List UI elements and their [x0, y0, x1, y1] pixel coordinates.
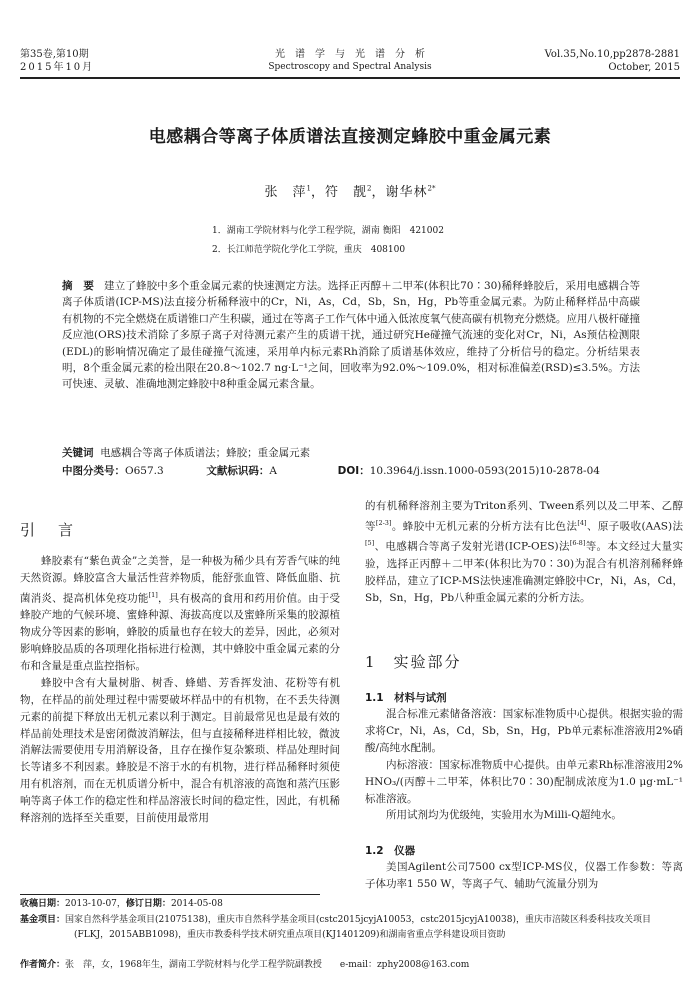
revised-label: 修订日期： — [125, 899, 171, 909]
volume-label: 第35卷,第10期 — [20, 49, 89, 60]
affiliation-1: 1．湖南工学院材料与化学工程学院，湖南 衡阳 421002 — [212, 226, 444, 236]
ref-4[interactable]: [4] — [577, 518, 587, 527]
experimental-heading: 1 实验部分 — [365, 653, 462, 671]
materials-paragraph-1: 混合标准元素储备溶液：国家标准物质中心提供。根据实验的需求将Cr，Ni，As，Cd，Sb，Sn，Hg，Pb单元素标准溶液用2%硝酸/高纯水配制。 — [365, 708, 683, 754]
author-2: 符 靓 — [325, 185, 368, 200]
footnote-rule — [20, 894, 320, 895]
author-bio — [20, 958, 682, 973]
intro-p1-text-a: 蜂胶素有“紫色黄金”之美誉，是一种极为稀少具有芳香气味的纯天然资源。蜂胶富含大量活性营养物质，能舒张血管、降低血脂、抗菌消炎、提高机体免疫功能 — [20, 555, 340, 605]
funding-text: 国家自然科学基金项目(21075138)，重庆市自然科学基金项目(cstc2015jcyjA10053，cstc2015jcyjA10038)，重庆市涪陵区科委科技攻关项目(FLKJ，2015ABB1098)，重庆市教委科学技术研究重点项目(KJ1401209)和湖南省重点学科建设项目资助 — [65, 915, 651, 940]
abstract-text: 建立了蜂胶中多个重金属元素的快速测定方法。选择正丙醇＋二甲苯(体积比70∶30)稀释蜂胶后，采用电感耦合等离子体质谱(ICP-MS)法直接分析稀释液中的Cr，Ni，As，Cd，Sb，Sn，Hg，Pb等重金属元素。为防止稀释样品中高碳有机物的不完全燃烧在质谱锥口产生积碳，通过在等离子工作气体中通入低浓度氧气使高碳有机物充分燃烧。应用八极杆碰撞反应池(ORS)技术消除了多原子离子对待测元素产生的质谱干扰，通过研究He碰撞气流速的变化对Cr，Ni，As预估检测限(EDL)的影响情况确定了最佳碰撞气流速，采用单内标元素Rh消除了质谱基体效应，维持了分析信号的稳定。分析结果表明，8个重金属元素的检出限在20.8～102.7 ng·L⁻¹之间，回收率为92.0%～109.0%，相对标准偏差(RSD)≤3.5%。方法可快速、灵敏、准确地测定蜂胶中8种重金属元素含量。 — [62, 280, 641, 391]
date-label: 2015年10月 — [20, 62, 95, 73]
author-3-affiliation: 2* — [427, 184, 436, 193]
left-column — [20, 553, 340, 827]
doc-code-label: 文献标识码： — [206, 465, 270, 477]
intro-continuation — [365, 498, 683, 606]
volume-issue — [20, 48, 94, 74]
funding-note — [20, 913, 682, 942]
author-list: 张 萍$^1$，符 靓$^2$，谢华林$^{2*}$ — [264, 184, 436, 200]
keywords-label: 关键词 — [62, 447, 94, 459]
author-1: 张 萍 — [264, 185, 307, 200]
revised-value: 2014-05-08 — [170, 899, 223, 909]
journal-name — [200, 48, 500, 74]
author-bio-label: 作者简介： — [20, 960, 66, 970]
intro-paragraph-1 — [20, 553, 340, 675]
doi-label: DOI： — [337, 465, 370, 477]
ref-1[interactable]: [1] — [148, 590, 158, 599]
abstract-label: 摘 要 — [62, 280, 94, 292]
intro-paragraph-2: 蜂胶中含有大量树脂、树香、蜂蜡、芳香挥发油、花粉等有机物，在样品的前处理过程中需要破坏样品中的有机物，在不丢失待测元素的前提下释放出无机元素以利于测定。目前最常见也是最有效的样品前处理技术是密闭微波消解法，但与直接稀释进样相比较，微波消解法需要使用专用消解设备，且存在操作复杂繁琐、样品处理时间长等诸多不利因素。蜂胶是不溶于水的有机物，进行样品稀释时须使用有机溶剂，而在无机质谱分析中，混合有机溶液的高饱和蒸汽压影响等离子体工作的稳定性和样品溶液长时间的稳定性，因此，有机稀释溶剂的选择至关重要，目前使用最常用 — [20, 676, 340, 825]
ref-2-3[interactable]: [2-3] — [375, 518, 392, 527]
received-dates — [20, 897, 682, 912]
intro-cont-c: 、原子吸收(AAS)法 — [586, 520, 684, 533]
keywords-text: 电感耦合等离子体质谱法；蜂胶；重金属元素 — [100, 447, 311, 459]
ref-5[interactable]: [5] — [365, 539, 375, 548]
abstract — [62, 278, 640, 393]
ref-6-8[interactable]: [6-8] — [569, 539, 586, 548]
received-value: 2013-10-07， — [65, 899, 126, 909]
author-bio-text: 张 萍，女，1968年生，湖南工学院材料与化学工程学院副教授 e-mail：zphy2008@163.com — [65, 960, 470, 970]
citation-info — [545, 48, 680, 74]
classification-line — [62, 464, 640, 478]
instruments-heading: 1.2 仪器 — [365, 845, 416, 857]
intro-cont-b: 。蜂胶中无机元素的分析方法有比色法 — [391, 520, 578, 533]
materials-paragraph-3: 所用试剂均为优级纯，实验用水为Milli-Q超纯水。 — [386, 809, 622, 822]
author-3: 谢华林 — [385, 185, 428, 200]
citation-pages: Vol.35,No.10,pp2878-2881 — [544, 49, 680, 60]
doc-code-value: A — [269, 465, 277, 477]
keywords — [62, 446, 640, 460]
journal-name-en: Spectroscopy and Spectral Analysis — [268, 62, 432, 72]
instruments-paragraph-1: 美国Agilent公司7500 cx型ICP-MS仪，仪器工作参数：等离子体功率1 550 W，等离子气、辅助气流量分别为 — [365, 861, 683, 890]
clc-value: O657.3 — [125, 465, 164, 477]
author-2-affiliation: 2 — [367, 184, 372, 193]
materials-section — [365, 706, 683, 824]
instruments-section — [365, 859, 683, 893]
intro-cont-d: 、电感耦合等离子发射光谱(ICP-OES)法 — [374, 540, 570, 553]
intro-p1-text-b: ，具有极高的食用和药用价值。由于受蜂胶产地的气候环境、蜜蜂种源、海拔高度以及蜜蜂所采集的胶源植物成分等因素的影响，蜂胶的质量也存在较大的差异，因此，必须对影响蜂胶品质的各项理化指标进行检测，其中蜂胶中重金属元素的分布和含量是重点监控指标。 — [20, 592, 341, 672]
intro-heading: 引 言 — [20, 521, 78, 539]
received-label: 收稿日期： — [20, 899, 66, 909]
right-column-intro — [365, 498, 683, 606]
doi-value: 10.3964/j.issn.1000-0593(2015)10-2878-04 — [369, 465, 600, 477]
author-1-affiliation: 1 — [306, 184, 311, 193]
header-rule — [20, 77, 680, 79]
affiliation-2: 2．长江师范学院化学化工学院，重庆 408100 — [212, 245, 406, 255]
clc-label: 中图分类号： — [62, 465, 125, 477]
materials-heading: 1.1 材料与试剂 — [365, 692, 447, 704]
journal-name-cn: 光 谱 学 与 光 谱 分 析 — [275, 49, 425, 60]
intro-cont-e: 等。本文经过大量实验，选择正丙醇＋二甲苯(体积比为70∶30)为混合有机溶剂稀释蜂胶样品，建立了ICP-MS法快速准确测定蜂胶中Cr，Ni，As，Cd，Sb，Sn，Hg，Pb八种重金属元素的分析方法。 — [365, 540, 683, 604]
citation-date: October, 2015 — [608, 62, 680, 73]
materials-paragraph-2: 内标溶液：国家标准物质中心提供。由单元素Rh标准溶液用2% HNO₃/(丙醇＋二甲苯，体积比70∶30)配制成浓度为1.0 μg·mL⁻¹标准溶液。 — [365, 758, 683, 805]
paper-title: 电感耦合等离子体质谱法直接测定蜂胶中重金属元素 — [148, 127, 552, 147]
funding-label: 基金项目： — [20, 915, 66, 925]
intro-cont-a: 的有机稀释溶剂主要为Triton系列、Tween系列以及二甲苯、乙醇等 — [365, 500, 683, 533]
